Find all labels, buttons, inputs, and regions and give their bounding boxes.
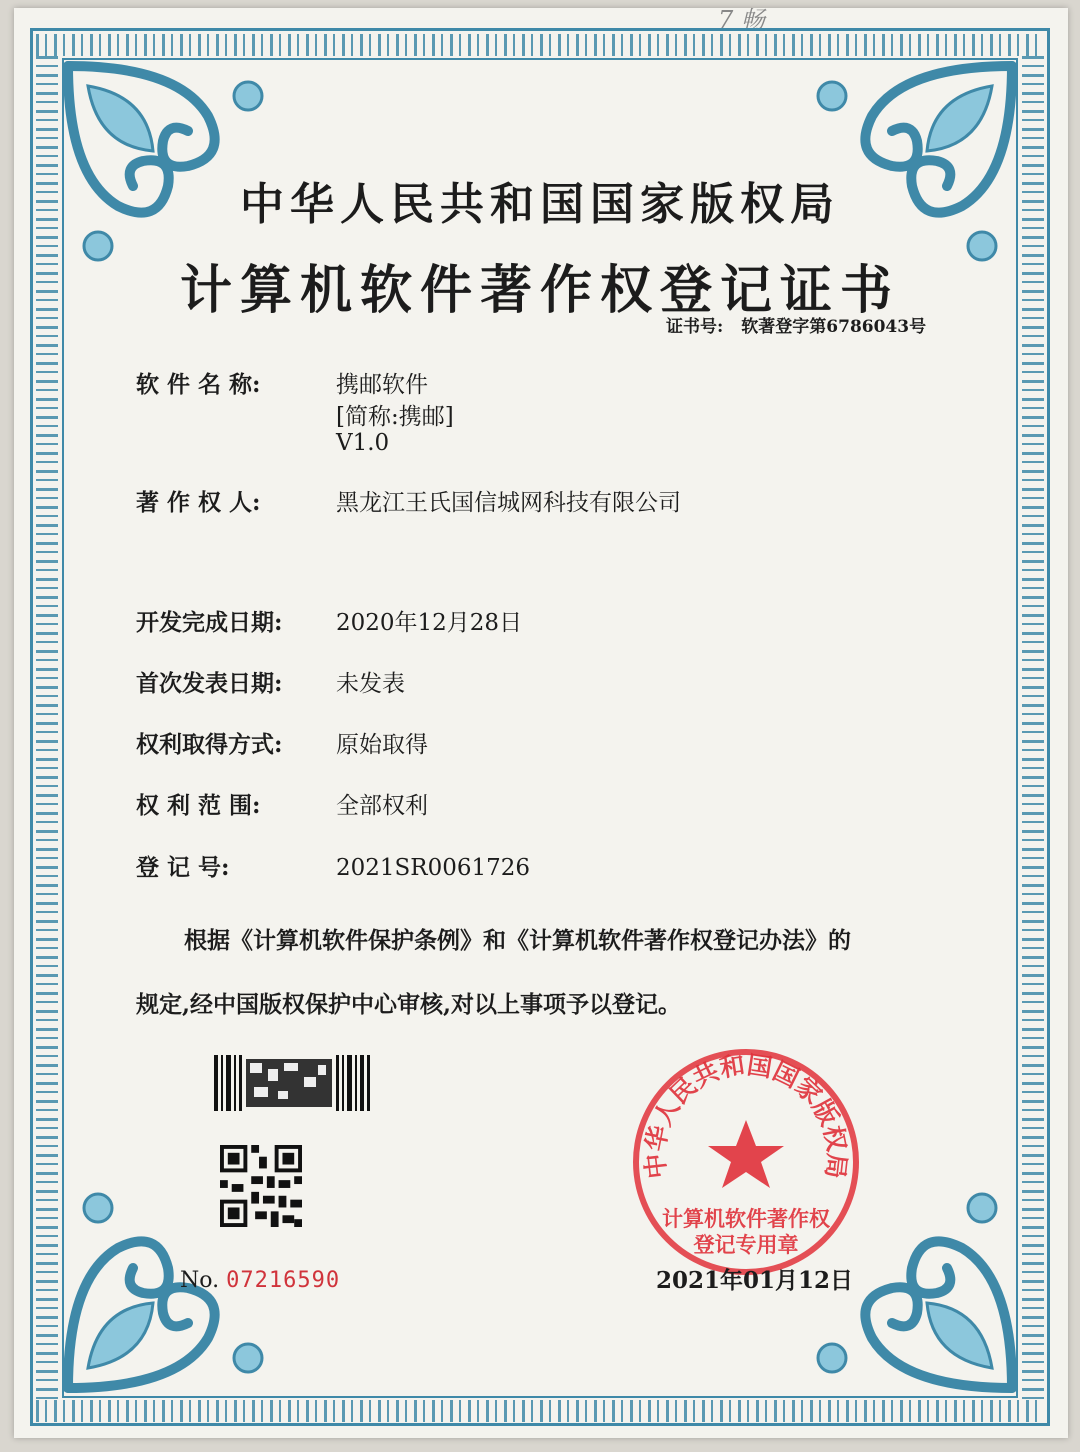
field-software-name	[136, 366, 428, 399]
qr-code	[220, 1145, 302, 1227]
field-value: 携邮软件	[336, 372, 428, 398]
seal-ring-text: 中华人民共和国国家版权局	[642, 1052, 850, 1180]
field-label: 首次发表日期:	[136, 670, 283, 697]
seal-star-icon	[708, 1120, 784, 1188]
field-value: 2020年12月28日	[336, 610, 523, 636]
field-label: 软 件 名 称:	[136, 371, 261, 398]
field-owner	[136, 484, 681, 517]
seal-line-2: 登记专用章	[693, 1233, 799, 1257]
issue-date: 2021年01月12日	[656, 1267, 854, 1294]
field-first-publish	[136, 665, 405, 698]
field-value: 全部权利	[336, 793, 428, 819]
field-completion-date	[136, 604, 522, 637]
field-rights-scope	[136, 787, 428, 820]
field-acquire-method	[136, 726, 428, 759]
field-label: 登 记 号:	[136, 854, 230, 881]
field-label: 权 利 范 围:	[136, 792, 261, 819]
serial-prefix: No.	[180, 1268, 220, 1293]
field-value: 2021SR0061726	[336, 855, 531, 881]
issuer-title: 中华人民共和国国家版权局	[240, 179, 840, 230]
certificate-number-value: 软著登字第6786043号	[741, 317, 927, 337]
handwritten-note: 7 畅	[718, 6, 765, 34]
seal-line-1: 计算机软件著作权	[662, 1207, 830, 1231]
field-value: 黑龙江王氏国信城网科技有限公司	[336, 490, 681, 516]
field-value: 未发表	[336, 671, 405, 697]
field-label: 著 作 权 人:	[136, 489, 261, 516]
field-registration-number	[136, 849, 530, 882]
serial-number	[180, 1268, 340, 1293]
certificate-number-label: 证书号:	[666, 317, 724, 337]
statement-line-1: 根据《计算机软件保护条例》和《计算机软件著作权登记办法》的	[184, 927, 851, 954]
official-seal	[630, 1046, 862, 1278]
field-label: 权利取得方式:	[136, 731, 283, 758]
certificate-number	[666, 312, 926, 337]
software-version: V1.0	[336, 430, 390, 456]
field-label: 开发完成日期:	[136, 609, 283, 636]
serial-value: 07216590	[226, 1268, 341, 1293]
statement-line-2: 规定,经中国版权保护中心审核,对以上事项予以登记。	[136, 991, 682, 1018]
software-short-name: [简称:携邮]	[336, 404, 454, 430]
field-value: 原始取得	[336, 732, 428, 758]
barcode	[214, 1055, 370, 1111]
certificate-title: 计算机软件著作权登记证书	[179, 260, 900, 321]
